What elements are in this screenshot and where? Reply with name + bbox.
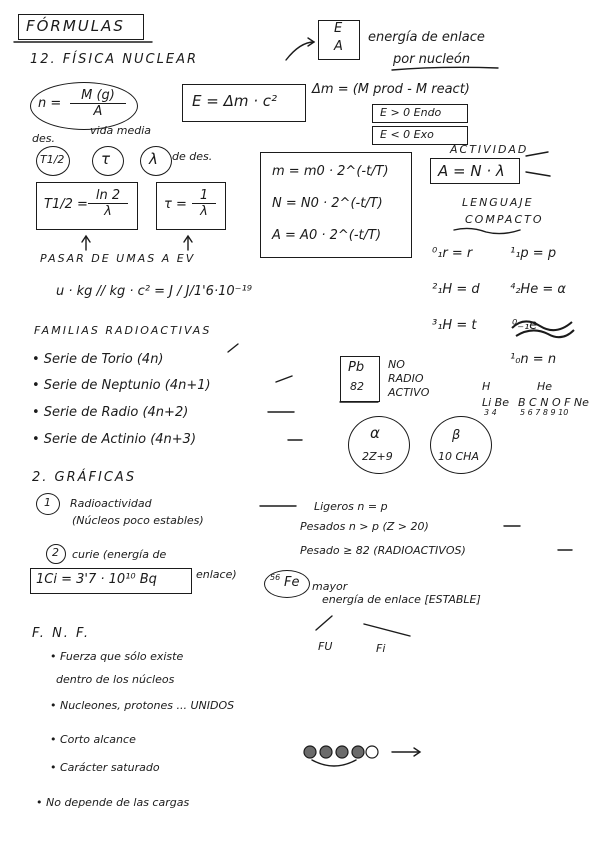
family-arrow-1 xyxy=(228,344,238,352)
fnf-item-6: • No depende de las cargas xyxy=(36,796,190,809)
tau-formula-lhs: τ = xyxy=(164,197,187,212)
moles-numerator: M (g) xyxy=(70,88,126,104)
fnf-fu-label: FU xyxy=(318,640,333,653)
curie-formula: 1Ci = 3'7 · 10¹⁰ Bq xyxy=(36,572,157,587)
binding-cube-bottom: A xyxy=(334,39,343,54)
graphs-item2-text: curie (energía de xyxy=(72,548,167,561)
moles-lhs: n = xyxy=(38,96,62,111)
nucleon-bond xyxy=(312,760,356,766)
beta-note: 10 CHA xyxy=(438,450,479,463)
tau-denominator: λ xyxy=(200,204,208,219)
lead-note-3: ACTIVO xyxy=(388,386,430,399)
compact-row1-left: ⁰₁r = r xyxy=(432,246,473,261)
graphs-title: 2. GRÁFICAS xyxy=(32,470,137,485)
fnf-title: F. N. F. xyxy=(32,626,90,641)
fi-arrow xyxy=(364,624,410,636)
actividad-formula: A = N · λ xyxy=(438,162,505,180)
graphs-light: Ligeros n = p xyxy=(314,500,388,513)
einstein-formula: E = Δm · c² xyxy=(192,92,278,110)
actividad-label: ACTIVIDAD xyxy=(450,143,529,156)
t-half-numerator: ln 2 xyxy=(88,188,128,204)
nucleon-ball-1 xyxy=(304,746,316,758)
t-half-denominator: λ xyxy=(104,204,112,219)
moles-denominator: A xyxy=(93,104,103,119)
family-item-1: • Serie de Torio (4n) xyxy=(32,352,164,367)
lead-note-1: NO xyxy=(388,358,405,371)
nucleon-balls xyxy=(304,746,378,758)
lead-symbol: Pb xyxy=(348,360,365,375)
decay-mass: m = m0 · 2^(-t/T) xyxy=(272,164,389,179)
lead-note-2: RADIO xyxy=(388,372,424,385)
iron-mass: 56 xyxy=(270,573,281,582)
lead-number: 82 xyxy=(350,380,364,393)
binding-cube-top: E xyxy=(334,21,343,36)
page-title: FÓRMULAS xyxy=(26,17,125,35)
decay-activity: A = A0 · 2^(-t/T) xyxy=(272,228,382,243)
compact-periodic-right: B C N O F Ne xyxy=(518,396,589,409)
nucleon-ball-2 xyxy=(320,746,332,758)
tau-numerator: 1 xyxy=(192,188,216,204)
lambda-symbol: λ xyxy=(149,150,158,168)
conversion-line: u · kg // kg · c² = J / J/1'6·10⁻¹⁹ xyxy=(56,284,252,299)
section-title: 12. FÍSICA NUCLEAR xyxy=(30,52,199,67)
iron-symbol: Fe xyxy=(284,575,300,590)
binding-underline xyxy=(392,67,498,70)
compact-periodic-nums-left: 3 4 xyxy=(484,408,497,417)
graphs-heavy: Pesados n > p (Z > 20) xyxy=(300,520,429,533)
compact-periodic-left: Li Be xyxy=(482,396,509,409)
actividad-arrow-2 xyxy=(526,172,550,176)
families-title: FAMILIAS RADIOACTIVAS xyxy=(34,324,212,337)
fnf-fi-label: Fi xyxy=(376,642,386,655)
conversion-title: PASAR DE UMAS A EV xyxy=(40,252,196,265)
graphs-item2-cont: enlace) xyxy=(196,568,237,581)
graphs-item2-num: 2 xyxy=(52,546,59,559)
actividad-arrow-1 xyxy=(526,152,548,156)
iron-note-1: mayor xyxy=(312,580,348,593)
halflife-suffix: de des. xyxy=(172,150,213,163)
nucleon-ball-4 xyxy=(352,746,364,758)
compact-row2-right: ⁴₂He = α xyxy=(510,282,566,297)
graphs-item1-num: 1 xyxy=(44,496,51,509)
t-half-formula-lhs: T1/2 = xyxy=(44,197,88,212)
fnf-item-5: • Carácter saturado xyxy=(50,761,160,774)
beta-symbol: β xyxy=(452,428,461,443)
family-arrow-2 xyxy=(276,376,292,382)
lenguaje-label-2: COMPACTO xyxy=(465,213,544,226)
compact-he-label: He xyxy=(537,380,553,393)
fnf-item-4: • Corto alcance xyxy=(50,733,136,746)
decay-nuclei: N = N0 · 2^(-t/T) xyxy=(272,196,383,211)
iron-note-2: energía de enlace [ESTABLE] xyxy=(322,593,481,606)
lenguaje-label-1: LENGUAJE xyxy=(462,196,534,209)
family-item-2: • Serie de Neptunio (4n+1) xyxy=(32,378,211,393)
t-half-symbol: T1/2 xyxy=(40,153,65,166)
fnf-item-1: • Fuerza que sólo existe xyxy=(50,650,184,663)
compact-row3-left: ³₁H = t xyxy=(432,318,477,333)
exo-label: E < 0 Exo xyxy=(380,128,434,141)
mass-defect-formula: Δm = (M prod - M react) xyxy=(312,82,470,97)
compact-periodic-nums-right: 5 6 7 8 9 10 xyxy=(520,408,569,417)
binding-label-2: por nucleón xyxy=(393,52,471,67)
compact-row4-right: ¹₀n = n xyxy=(510,352,557,367)
family-item-4: • Serie de Actinio (4n+3) xyxy=(32,432,197,447)
binding-label-1: energía de enlace xyxy=(368,30,485,45)
graphs-item1-line2: (Núcleos poco estables) xyxy=(72,514,204,527)
graphs-item1-line1: Radioactividad xyxy=(70,497,152,510)
nucleon-ball-5 xyxy=(366,746,378,758)
lenguaje-wave xyxy=(454,228,520,233)
alpha-symbol: α xyxy=(370,424,380,442)
halflife-label: vida media xyxy=(90,124,152,137)
compact-h-label: H xyxy=(482,380,491,393)
compact-row2-left: ²₁H = d xyxy=(432,282,480,297)
alpha-note: 2Z+9 xyxy=(362,450,393,463)
tau-symbol: τ xyxy=(101,150,111,168)
compact-row3-right: ⁰₋₁e xyxy=(512,318,538,333)
graphs-heaviest: Pesado ≥ 82 (RADIOACTIVOS) xyxy=(300,544,466,557)
compact-row1-right: ¹₁p = p xyxy=(510,246,557,261)
endo-label: E > 0 Endo xyxy=(380,106,442,119)
nucleon-ball-3 xyxy=(336,746,348,758)
fu-arrow xyxy=(316,616,332,630)
fnf-item-2: dentro de los núcleos xyxy=(56,673,175,686)
halflife-prefix: des. xyxy=(32,132,55,145)
scribble-mark xyxy=(512,321,574,337)
family-item-3: • Serie de Radio (4n+2) xyxy=(32,405,189,420)
fnf-item-3: • Nucleones, protones ... UNIDOS xyxy=(50,699,235,712)
